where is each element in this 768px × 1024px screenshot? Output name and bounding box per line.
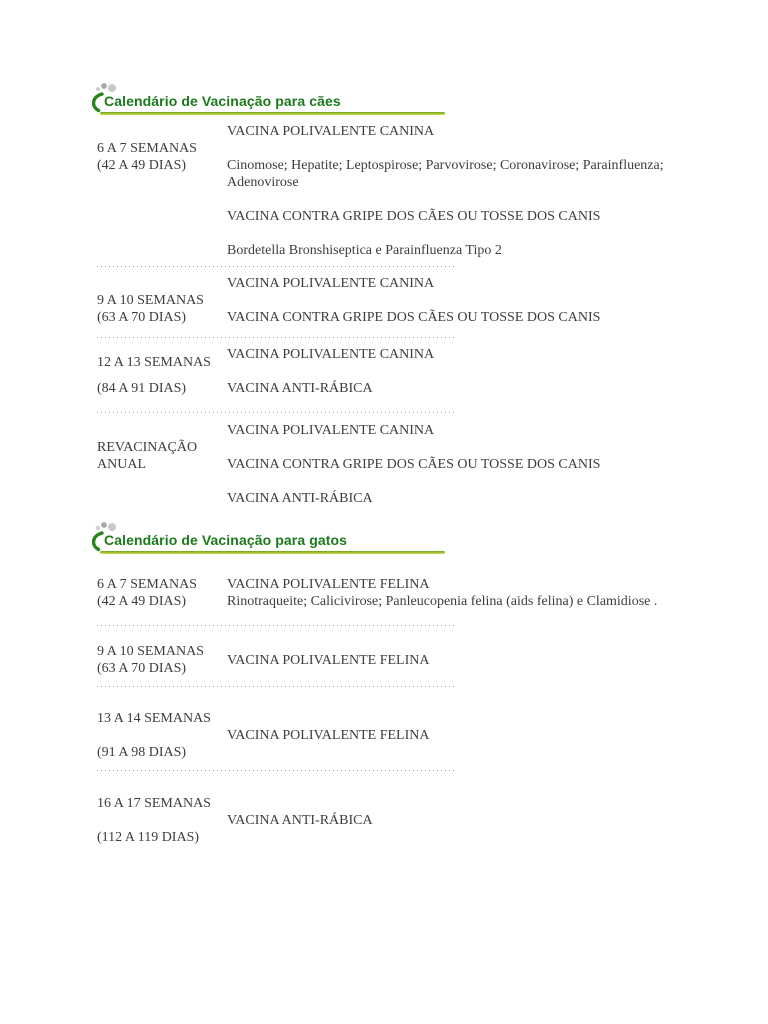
vaccine-components: Bordetella Bronshiseptica e Parainfluenza Tipo 2 [227,243,502,258]
vaccine-name: VACINA CONTRA GRIPE DOS CÃES OU TOSSE DOS CANIS [227,209,601,224]
vaccine-name: VACINA POLIVALENTE FELINA [227,577,430,592]
vaccine-name: VACINA CONTRA GRIPE DOS CÃES OU TOSSE DOS CANIS [227,457,601,472]
age-weeks-label: REVACINAÇÃO [97,440,198,455]
vaccination-row [97,643,768,677]
vaccination-row [97,346,768,397]
vaccine-components: Cinomose; Hepatite; Leptospirose; Parvovirose; Coronavirose; Parainfluenza; Adenovirose [227,158,664,190]
age-weeks-label: 13 A 14 SEMANAS [97,711,211,726]
age-weeks-label: 6 A 7 SEMANAS [97,141,197,156]
vaccine-name: VACINA ANTI-RÁBICA [227,381,373,396]
vaccine-cell [227,652,665,669]
age-days-label: (84 A 91 DIAS) [97,381,187,396]
age-weeks-label: 9 A 10 SEMANAS [97,293,204,308]
age-days-label: (42 A 49 DIAS) [97,158,187,173]
dotted-separator [97,686,455,687]
age-days-label: (112 A 119 DIAS) [97,830,200,845]
vaccine-components: Rinotraqueite; Calicivirose; Panleucopenia felina (aids felina) e Clamidiose . [227,594,658,609]
vaccine-name: VACINA POLIVALENTE CANINA [227,276,435,291]
vaccine-cell [227,727,665,744]
vaccine-name: VACINA ANTI-RÁBICA [227,813,373,828]
vaccine-name: VACINA POLIVALENTE CANINA [227,347,435,362]
vaccination-row [97,710,768,761]
age-cell [97,795,227,846]
section-title-cats: Calendário de Vacinação para gatos [104,532,348,548]
vaccine-name: VACINA CONTRA GRIPE DOS CÃES OU TOSSE DOS CANIS [227,310,601,325]
vaccine-name: VACINA POLIVALENTE CANINA [227,124,435,139]
age-cell [97,123,227,259]
age-cell [97,643,227,677]
dotted-separator [97,625,455,626]
vaccine-name: VACINA POLIVALENTE FELINA [227,652,430,668]
age-weeks-label: 12 A 13 SEMANAS [97,355,211,370]
vaccine-name: VACINA POLIVALENTE CANINA [227,423,435,438]
vaccine-name: VACINA POLIVALENTE FELINA [227,728,430,743]
section-header-dogs [97,93,449,115]
vaccine-cell [227,576,665,610]
dotted-separator [97,266,455,267]
vaccination-row [97,123,768,259]
vaccine-name: VACINA ANTI-RÁBICA [227,491,373,506]
age-cell [97,422,227,507]
dotted-separator [97,337,455,338]
age-weeks-label: 9 A 10 SEMANAS [97,644,204,659]
age-days-label: (63 A 70 DIAS) [97,661,187,676]
dotted-separator [97,770,455,771]
age-cell [97,275,227,326]
age-cell [97,346,227,397]
age-days-label: ANUAL [97,457,146,472]
age-days-label: (63 A 70 DIAS) [97,310,187,325]
header-decoration-icon [87,79,131,123]
vaccination-row [97,795,768,846]
vaccine-cell [227,812,665,829]
age-days-label: (91 A 98 DIAS) [97,745,187,760]
dotted-separator [97,412,455,413]
vaccination-row [97,275,768,326]
vaccination-row [97,576,768,610]
age-cell [97,576,227,610]
vaccine-cell [227,123,665,259]
header-underline [100,551,445,554]
vaccine-cell [227,346,665,397]
header-decoration-icon [87,518,131,562]
age-weeks-label: 6 A 7 SEMANAS [97,577,197,592]
vaccine-cell [227,275,665,326]
vaccination-row [97,422,768,507]
section-header-cats [97,532,449,554]
vaccine-cell [227,422,665,507]
age-weeks-label: 16 A 17 SEMANAS [97,796,211,811]
header-underline [100,112,445,115]
age-days-label: (42 A 49 DIAS) [97,594,187,609]
age-cell [97,710,227,761]
section-title-dogs: Calendário de Vacinação para cães [104,93,341,109]
